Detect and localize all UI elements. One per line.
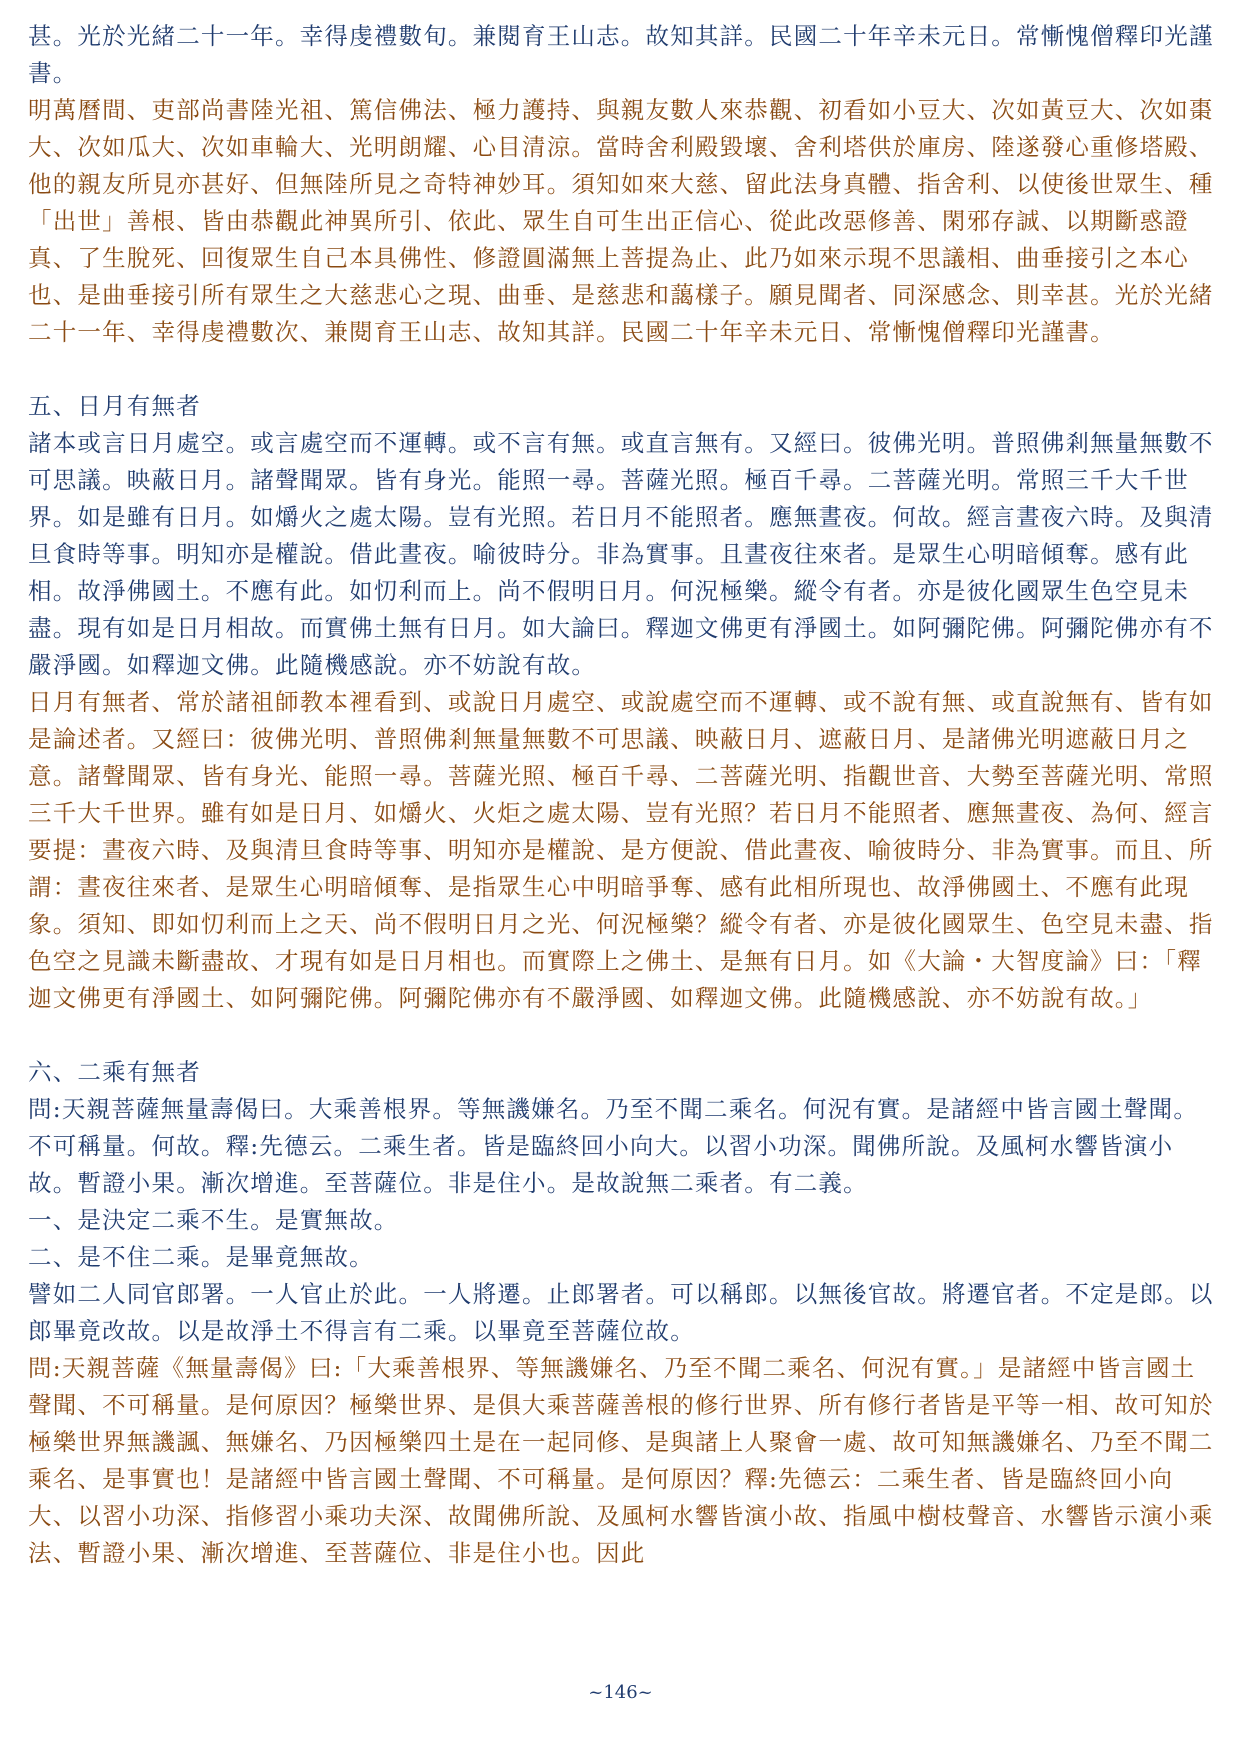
page-number: ~146~ — [588, 1682, 653, 1703]
paragraph-commentary-two-vehicles: 問:天親菩薩《無量壽偈》曰:「大乘善根界、等無譏嫌名、乃至不聞二乘名、何況有實。」是諸經中皆言國土聲聞、不可稱量。是何原因？極樂世界、是俱大乘菩薩善根的修行世界、所有修行者皆是平等一相、故可知於極樂世界無譏諷、無嫌名、乃因極樂四土是在一起同修、是與諸上人聚會一處、故可知無譏嫌名、乃至不聞二乘名、是事實也！是諸經中皆言國土聲聞、不可稱量。是何原因？釋:先德云：二乘生者、皆是臨終回小向大、以習小功深、指修習小乘功夫深、故聞佛所說、及風柯水響皆演小故、指風中樹枝聲音、水響皆示演小乘法、暫證小果、漸次增進、至菩薩位、非是住小也。因此 — [28, 1354, 1214, 1567]
section-heading-sun-moon: 五、日月有無者 — [28, 392, 201, 420]
paragraph-analogy: 譬如二人同官郎署。一人官止於此。一人將遷。止郎署者。可以稱郎。以無後官故。將遷官者。不定是郎。以郎畢竟改故。以是故淨土不得言有二乘。以畢竟至菩薩位故。 — [28, 1280, 1214, 1345]
list-item-meaning-two: 二、是不住二乘。是畢竟無故。 — [28, 1243, 374, 1271]
list-item-meaning-one: 一、是決定二乘不生。是實無故。 — [28, 1206, 399, 1234]
paragraph-intro-end: 甚。光於光緒二十一年。幸得虔禮數旬。兼閱育王山志。故知其詳。民國二十年辛未元日。常慚愧僧釋印光謹書。 — [28, 22, 1214, 87]
paragraph-original-two-vehicles: 問:天親菩薩無量壽偈曰。大乘善根界。等無譏嫌名。乃至不聞二乘名。何況有實。是諸經中皆言國土聲聞。不可稱量。何故。釋:先德云。二乘生者。皆是臨終回小向大。以習小功深。聞佛所說。及風柯水響皆演小故。暫證小果。漸次增進。至菩薩位。非是住小。是故說無二乘者。有二義。 — [28, 1095, 1199, 1197]
paragraph-original-sun-moon: 諸本或言日月處空。或言處空而不運轉。或不言有無。或直言無有。又經曰。彼佛光明。普照佛剎無量無數不可思議。映蔽日月。諸聲聞眾。皆有身光。能照一尋。菩薩光照。極百千尋。二菩薩光明。常照三千大千世界。如是雖有日月。如爝火之處太陽。豈有光照。若日月不能照者。應無晝夜。何故。經言晝夜六時。及與清旦食時等事。明知亦是權說。借此晝夜。喻彼時分。非為實事。且晝夜往來者。是眾生心明暗傾奪。感有此相。故淨佛國土。不應有此。如忉利而上。尚不假明日月。何況極樂。縱令有者。亦是彼化國眾生色空見未盡。現有如是日月相故。而實佛土無有日月。如大論曰。釋迦文佛更有淨國土。如阿彌陀佛。阿彌陀佛亦有不嚴淨國。如釋迦文佛。此隨機感說。亦不妨說有故。 — [28, 429, 1214, 679]
paragraph-commentary-sun-moon: 日月有無者、常於諸祖師教本裡看到、或說日月處空、或說處空而不運轉、或不說有無、或直說無有、皆有如是論述者。又經曰：彼佛光明、普照佛剎無量無數不可思議、映蔽日月、遮蔽日月、是諸佛光明遮蔽日月之意。諸聲聞眾、皆有身光、能照一尋。菩薩光照、極百千尋、二菩薩光明、指觀世音、大勢至菩薩光明、常照三千大千世界。雖有如是日月、如爝火、火炬之處太陽、豈有光照？若日月不能照者、應無晝夜、為何、經言要提：晝夜六時、及與清旦食時等事、明知亦是權說、是方便說、借此晝夜、喻彼時分、非為實事。而且、所謂：晝夜往來者、是眾生心明暗傾奪、是指眾生心中明暗爭奪、感有此相所現也、故淨佛國土、不應有此現象。須知、即如忉利而上之天、尚不假明日月之光、何況極樂？縱令有者、亦是彼化國眾生、色空見未盡、指色空之見識未斷盡故、才現有如是日月相也。而實際上之佛土、是無有日月。如《大論・大智度論》曰：「釋迦文佛更有淨國土、如阿彌陀佛。阿彌陀佛亦有不嚴淨國、如釋迦文佛。此隨機感說、亦不妨說有故。」 — [28, 688, 1214, 1012]
document-page — [28, 18, 1218, 1572]
paragraph-commentary-relic: 明萬曆間、吏部尚書陸光祖、篤信佛法、極力護持、與親友數人來恭觀、初看如小豆大、次如黃豆大、次如棗大、次如瓜大、次如車輪大、光明朗耀、心目清涼。當時舍利殿毀壞、舍利塔供於庫房、陸遂發心重修塔殿、他的親友所見亦甚好、但無陸所見之奇特神妙耳。須知如來大慈、留此法身真體、指舍利、以使後世眾生、種「出世」善根、皆由恭觀此神異所引、依此、眾生自可生出正信心、從此改惡修善、閑邪存誠、以期斷惑證真、了生脫死、回復眾生自己本具佛性、修證圓滿無上菩提為止、此乃如來示現不思議相、曲垂接引之本心也、是曲垂接引所有眾生之大慈悲心之現、曲垂、是慈悲和藹樣子。願見聞者、同深感念、則幸甚。光於光緒二十一年、幸得虔禮數次、兼閱育王山志、故知其詳。民國二十年辛未元日、常慚愧僧釋印光謹書。 — [28, 96, 1214, 346]
section-heading-two-vehicles: 六、二乘有無者 — [28, 1058, 201, 1086]
